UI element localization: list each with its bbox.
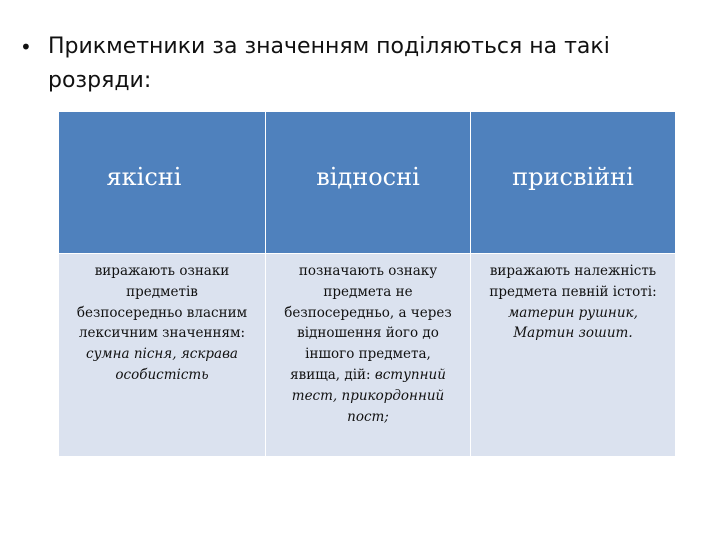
cell-line: предмета не [323,283,413,300]
cell-example-line: пост; [347,408,389,425]
adjective-categories-table [58,111,676,457]
cell-line: позначають ознаку [298,263,438,279]
cell-mixed-italic: вступний [374,366,446,383]
header-label: якісні [106,162,182,191]
bullet-dot: • [20,35,32,59]
cell-line: виражають належність [489,263,657,279]
cell-possessive [471,254,676,457]
cell-line: відношення його до [297,325,439,342]
cell-mixed-line [266,365,470,386]
table-row [59,254,676,457]
cell-qualitative [59,254,266,457]
bullet-text-line1: Прикметники за значенням поділяються на такі [48,34,610,59]
bullet-text-line2: розряди: [48,68,152,93]
cell-line: іншого предмета, [305,346,431,363]
header-label: відносні [316,162,420,191]
cell-example-line: Мартин зошит. [513,325,633,342]
cell-line: виражають ознаки [94,263,230,279]
cell-relative [266,254,471,457]
cell-line: предмета певній істоті: [489,283,657,300]
cell-line: безпосередньо, а через [284,304,452,321]
header-possessive [471,112,676,254]
cell-line: лексичним значенням: [78,325,246,342]
cell-example-line: сумна пісня, яскрава [86,346,238,363]
header-qualitative [59,112,266,254]
header-label: присвійні [512,162,634,191]
bullet-item [20,30,680,98]
table-header-row [59,112,676,254]
cell-line: предметів [126,283,198,300]
header-relative [266,112,471,254]
cell-example-line: тест, прикордонний [291,387,445,404]
cell-example-line: материн рушник, [508,304,638,321]
cell-mixed-plain: явища, дій: [290,366,375,383]
cell-example-line: особистість [115,366,209,383]
cell-line: безпосередньо власним [76,304,248,321]
